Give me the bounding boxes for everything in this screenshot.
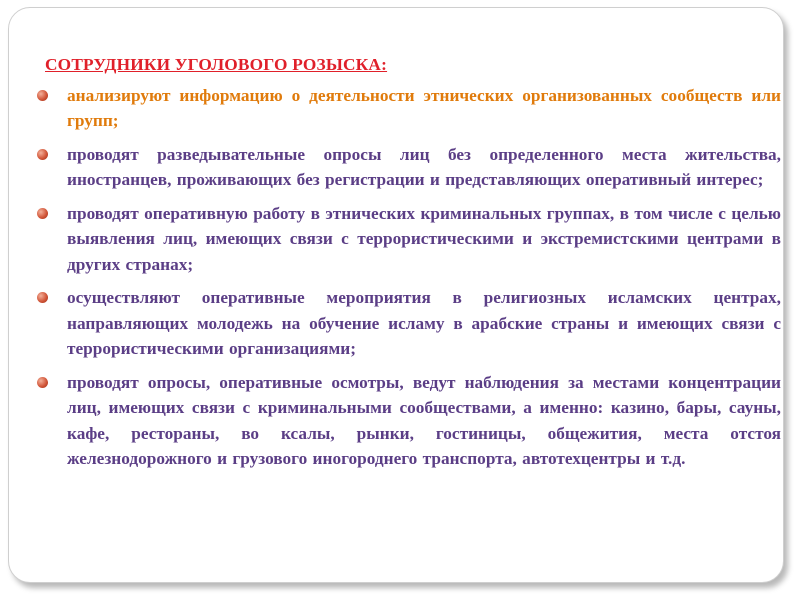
list-item-text: осуществляют оперативные мероприятия в религиозных исламских центрах, направляющих молодежь на обучение исламу в арабские страны и имеющих связи с террористическими организациями; [67,288,781,358]
list-item [37,285,781,362]
slide-title: СОТРУДНИКИ УГОЛОВОГО РОЗЫСКА: [45,55,388,74]
bullet-icon [37,377,48,388]
list-item-text: проводят опросы, оперативные осмотры, ведут наблюдения за местами концентрации лиц, имеющих связи с криминальными сообществами, а именно: казино, бары, сауны, кафе, рестораны, во ксалы, рынки, гостиницы, общежития, места отстоя железнодорожного и грузового иногороднего транспорта, автотехцентры и т.д. [67,372,781,468]
slide-frame [8,7,784,583]
slide-content [37,52,781,480]
bullet-icon [37,90,48,101]
bullet-icon [37,208,48,219]
bullet-icon [37,292,48,303]
list-item [37,370,781,472]
list-item-text: анализируют информацию о деятельности этнических организованных сообществ или групп; [67,85,781,130]
list-item-text: проводят разведывательные опросы лиц без определенного места жительства, иностранцев, проживающих без регистрации и представляющих оперативный интерес; [67,144,781,189]
bullet-icon [37,149,48,160]
list-item [37,201,781,278]
list-item [37,83,781,134]
list-item-text: проводят оперативную работу в этнических криминальных группах, в том числе с целью выявления лиц, имеющих связи с террористическими и экстремистскими центрами в других странах; [67,203,781,274]
list-item [37,142,781,193]
